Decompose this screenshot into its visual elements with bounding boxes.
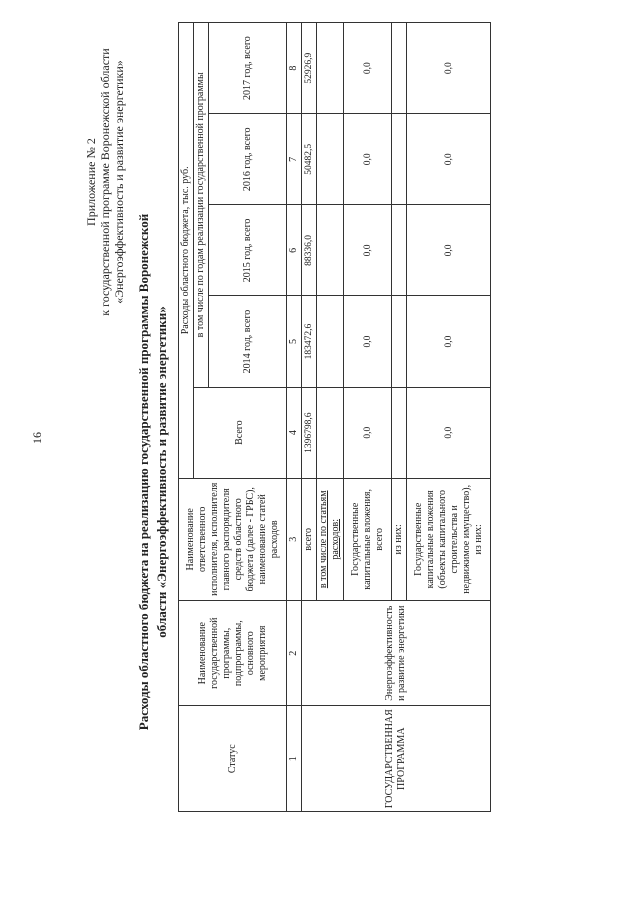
value-cell xyxy=(392,205,407,296)
col-number: 5 xyxy=(287,296,302,387)
header-row-1 xyxy=(179,23,194,812)
value-cell: 0,0 xyxy=(407,296,491,387)
value-cell xyxy=(317,387,344,478)
title-line-1: Расходы областного бюджета на реализацию государственной программы Воронежской xyxy=(136,213,151,731)
document-title xyxy=(135,112,171,832)
header-2017: 2017 год, всего xyxy=(209,23,287,114)
row-label: в том числе по статьям расходов: xyxy=(317,478,344,600)
value-cell: 183472,6 xyxy=(302,296,317,387)
header-program-name: Наименование государственной программы, подпрограммы, основного мероприятия xyxy=(179,600,287,706)
row-label: Государственные капитальные вложения, всего xyxy=(344,478,392,600)
value-cell: 52926,9 xyxy=(302,23,317,114)
header-status: Статус xyxy=(179,706,287,812)
col-number: 2 xyxy=(287,600,302,706)
col-number: 4 xyxy=(287,387,302,478)
value-cell: 0,0 xyxy=(407,387,491,478)
value-cell: 0,0 xyxy=(344,205,392,296)
col-number: 1 xyxy=(287,706,302,812)
value-cell: 0,0 xyxy=(344,114,392,205)
header-by-years: в том числе по годам реализации государственной программы xyxy=(194,23,209,388)
value-cell: 1396798,6 xyxy=(302,387,317,478)
header-total: Всего xyxy=(194,387,287,478)
header-2015: 2015 год, всего xyxy=(209,205,287,296)
title-line-2: области «Энергоэффективность и развитие энергетики» xyxy=(154,306,169,638)
value-cell: 0,0 xyxy=(344,296,392,387)
value-cell xyxy=(317,296,344,387)
value-cell xyxy=(317,205,344,296)
page-number: 16 xyxy=(30,432,44,444)
appendix-line-3: «Энергоэффективность и развитие энергетики» xyxy=(112,60,126,304)
header-executor: Наименование ответственного исполнителя, исполнителя главного распорядителя средств областного бюджета (далее - ГРБС), наименование статей расходов xyxy=(179,478,287,600)
status-cell: ГОСУДАРСТВЕННАЯ ПРОГРАММА xyxy=(302,706,491,812)
value-cell xyxy=(392,387,407,478)
value-cell xyxy=(392,114,407,205)
row-label: из них: xyxy=(392,478,407,600)
value-cell: 0,0 xyxy=(344,23,392,114)
col-number: 6 xyxy=(287,205,302,296)
value-cell: 50482,5 xyxy=(302,114,317,205)
header-2016: 2016 год, всего xyxy=(209,114,287,205)
header-expenses: Расходы областного бюджета, тыс. руб. xyxy=(179,23,194,479)
value-cell xyxy=(392,296,407,387)
row-label: всего xyxy=(302,478,317,600)
col-number: 3 xyxy=(287,478,302,600)
value-cell: 88336,0 xyxy=(302,205,317,296)
budget-table xyxy=(178,22,491,812)
value-cell: 0,0 xyxy=(407,23,491,114)
value-cell xyxy=(392,23,407,114)
value-cell: 0,0 xyxy=(407,205,491,296)
col-number: 7 xyxy=(287,114,302,205)
header-2014: 2014 год, всего xyxy=(209,296,287,387)
value-cell: 0,0 xyxy=(407,114,491,205)
value-cell xyxy=(317,114,344,205)
rotated-page xyxy=(0,2,640,902)
value-cell xyxy=(317,23,344,114)
appendix-header xyxy=(84,22,126,342)
row-label: Государственные капитальные вложения (объекты капитального строительства и недвижимое имущество), из них: xyxy=(407,478,491,600)
appendix-line-2: к государственной программе Воронежской области xyxy=(98,48,112,316)
table-row xyxy=(302,23,317,812)
col-number: 8 xyxy=(287,23,302,114)
value-cell: 0,0 xyxy=(344,387,392,478)
column-number-row xyxy=(287,23,302,812)
program-name-cell: Энергоэффективность и развитие энергетики xyxy=(302,600,491,706)
appendix-line-1: Приложение № 2 xyxy=(84,138,98,226)
